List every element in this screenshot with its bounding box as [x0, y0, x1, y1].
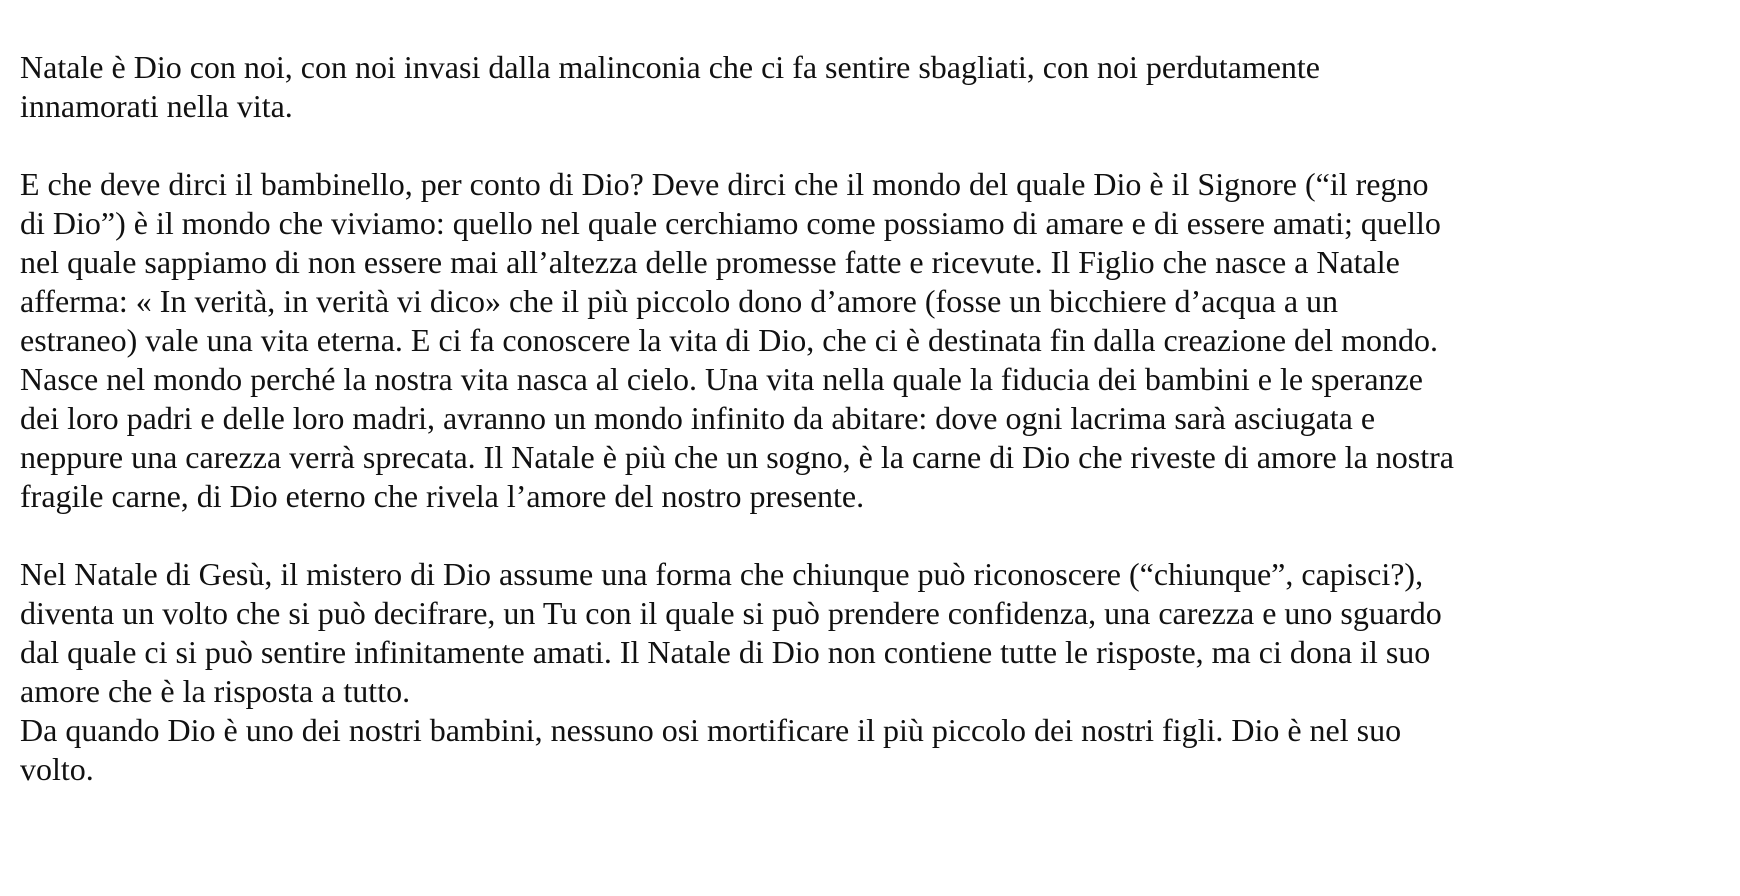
text-line: dal quale ci si può sentire infinitamente amati. Il Natale di Dio non contiene tutte le risposte, ma ci dona il suo — [20, 634, 1431, 670]
text-line: diventa un volto che si può decifrare, un Tu con il quale si può prendere confidenza, una carezza e uno sguardo — [20, 595, 1442, 631]
paragraph-2 — [20, 165, 1720, 516]
paragraph-1 — [20, 48, 1720, 126]
document-body — [20, 48, 1720, 789]
paragraph-3 — [20, 555, 1720, 711]
text-line: nel quale sappiamo di non essere mai all’altezza delle promesse fatte e ricevute. Il Figlio che nasce a Natale — [20, 244, 1400, 280]
text-line: di Dio”) è il mondo che viviamo: quello nel quale cerchiamo come possiamo di amare e di essere amati; quello — [20, 205, 1441, 241]
text-line: afferma: « In verità, in verità vi dico» che il più piccolo dono d’amore (fosse un bicchiere d’acqua a un — [20, 283, 1339, 319]
paragraph-spacer — [20, 516, 1720, 555]
text-line: Nel Natale di Gesù, il mistero di Dio assume una forma che chiunque può riconoscere (“chiunque”, capisci?), — [20, 556, 1424, 592]
text-line: dei loro padri e delle loro madri, avranno un mondo infinito da abitare: dove ogni lacrima sarà asciugata e — [20, 400, 1376, 436]
text-line: Nasce nel mondo perché la nostra vita nasca al cielo. Una vita nella quale la fiducia dei bambini e le speranze — [20, 361, 1423, 397]
text-line: estraneo) vale una vita eterna. E ci fa conoscere la vita di Dio, che ci è destinata fin dalla creazione del mondo. — [20, 322, 1439, 358]
text-line: fragile carne, di Dio eterno che rivela l’amore del nostro presente. — [20, 478, 865, 514]
text-line: amore che è la risposta a tutto. — [20, 673, 411, 709]
text-line: innamorati nella vita. — [20, 88, 293, 124]
text-line: Da quando Dio è uno dei nostri bambini, nessuno osi mortificare il più piccolo dei nostri figli. Dio è nel suo — [20, 712, 1402, 748]
paragraph-4 — [20, 711, 1720, 789]
text-line: neppure una carezza verrà sprecata. Il Natale è più che un sogno, è la carne di Dio che riveste di amore la nostra — [20, 439, 1454, 475]
text-line: volto. — [20, 751, 94, 787]
paragraph-spacer — [20, 126, 1720, 165]
text-line: E che deve dirci il bambinello, per conto di Dio? Deve dirci che il mondo del quale Dio è il Signore (“il regno — [20, 166, 1429, 202]
text-line: Natale è Dio con noi, con noi invasi dalla malinconia che ci fa sentire sbagliati, con noi perdutamente — [20, 49, 1320, 85]
